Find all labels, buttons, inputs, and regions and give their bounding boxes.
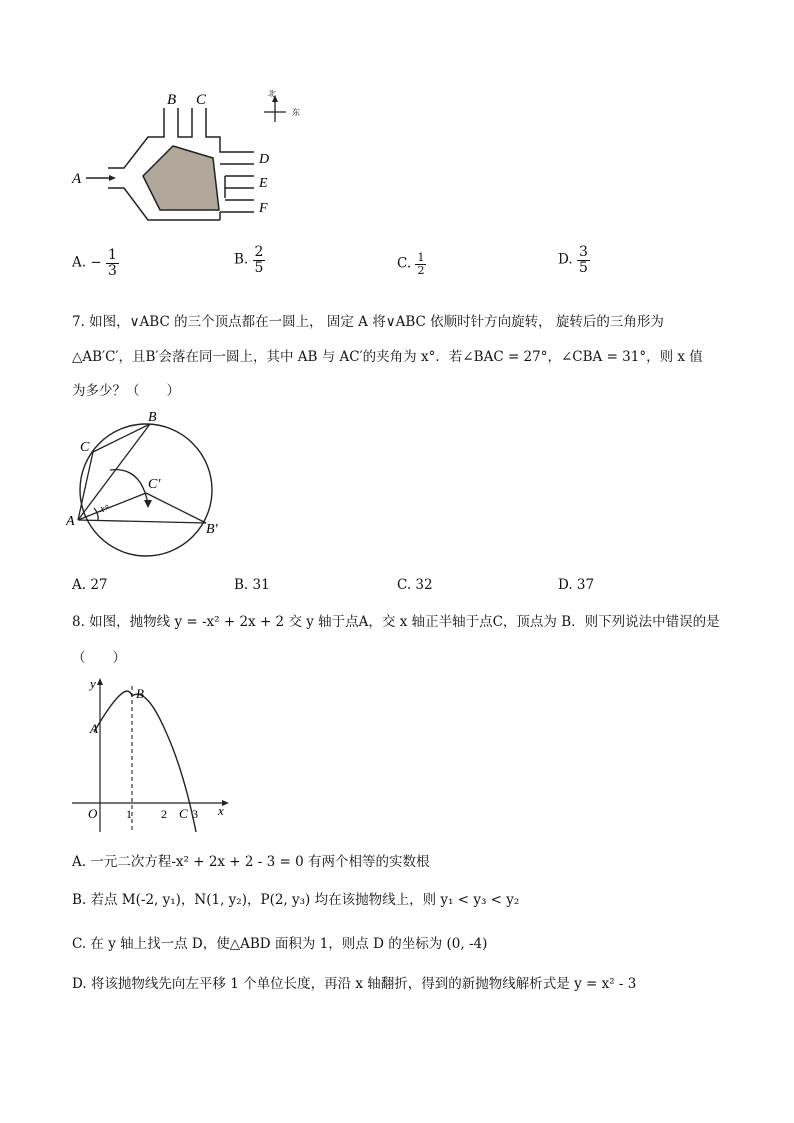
q8-option-c[interactable]: C. 在 y 轴上找一点 D，使△ABD 面积为 1，则点 D 的坐标为 (0, -4): [72, 936, 488, 952]
svg-text:C′: C′: [148, 477, 161, 492]
svg-text:x°: x°: [100, 504, 109, 515]
fraction: $\frac{1}{3}$: [107, 247, 117, 279]
gate-label-f: F: [259, 201, 268, 216]
svg-text:A: A: [90, 721, 98, 736]
svg-text:2: 2: [161, 807, 167, 821]
svg-text:东: 东: [292, 108, 300, 117]
q7-stem-line2: △AB′C′，且B′会落在同一圆上，其中 AB 与 AC′的夹角为 x°．若∠BAC = 27°，∠CBA = 31°，则 x 值: [72, 349, 703, 365]
svg-text:1: 1: [126, 807, 132, 821]
q6-option-b[interactable]: B. $\frac{2}{5}$: [234, 244, 264, 276]
parabola-figure: [66, 672, 236, 837]
q7-stem-line1: 7. 如图，∨ABC 的三个顶点都在一圆上， 固定 A 将∨ABC 依顺时针方向旋转， 旋转后的三角形为: [72, 314, 664, 330]
gate-label-a: A: [72, 171, 82, 187]
gate-label-d: D: [259, 152, 270, 167]
svg-text:B′: B′: [206, 522, 218, 537]
q8-option-d[interactable]: D. 将该抛物线先向左平移 1 个单位长度，再沿 x 轴翻折，得到的新抛物线解析式是 y = x² - 3: [72, 976, 637, 992]
svg-text:B: B: [148, 410, 157, 425]
q8-stem-line1: 8. 如图，抛物线 y = -x² + 2x + 2 交 y 轴于点A，交 x 轴正半轴于点C，顶点为 B．则下列说法中错误的是: [72, 614, 720, 630]
q7-option-b[interactable]: B. 31: [234, 577, 270, 593]
svg-text:3: 3: [192, 807, 198, 821]
gate-label-b: B: [167, 92, 177, 108]
q6-option-c[interactable]: C. $\frac{1}{2}$: [397, 251, 425, 277]
gate-label-c: C: [196, 92, 207, 108]
fraction: $\frac{3}{5}$: [578, 244, 588, 276]
q7-option-a[interactable]: A. 27: [72, 577, 108, 593]
svg-text:C: C: [80, 440, 90, 455]
q7-option-c[interactable]: C. 32: [397, 577, 433, 593]
circle-figure: [66, 408, 226, 568]
svg-text:B: B: [136, 686, 144, 701]
q6-option-a[interactable]: A. − $\frac{1}{3}$: [72, 247, 117, 279]
q7-option-d[interactable]: D. 37: [558, 577, 595, 593]
svg-text:C: C: [179, 806, 188, 821]
q7-stem-line3: 为多少？（ ）: [72, 383, 180, 399]
svg-text:y: y: [90, 676, 96, 691]
svg-text:O: O: [88, 806, 98, 821]
q8-option-a[interactable]: A. 一元二次方程-x² + 2x + 2 - 3 = 0 有两个相等的实数根: [72, 854, 430, 870]
maze-figure: [68, 90, 308, 230]
compass-icon: [264, 90, 300, 122]
lake-pentagon: [143, 146, 219, 210]
svg-text:A: A: [66, 514, 75, 529]
gate-label-e: E: [259, 176, 268, 191]
fraction: $\frac{1}{2}$: [417, 251, 425, 277]
q8-option-b[interactable]: B. 若点 M(-2, y₁)，N(1, y₂)，P(2, y₃) 均在该抛物线上，则 y₁ < y₃ < y₂: [72, 892, 520, 908]
q8-stem-line2: （ ）: [72, 650, 126, 666]
svg-text:x: x: [218, 803, 224, 818]
svg-text:北: 北: [268, 90, 276, 98]
q6-option-d[interactable]: D. $\frac{3}{5}$: [558, 244, 588, 276]
fraction: $\frac{2}{5}$: [254, 244, 264, 276]
